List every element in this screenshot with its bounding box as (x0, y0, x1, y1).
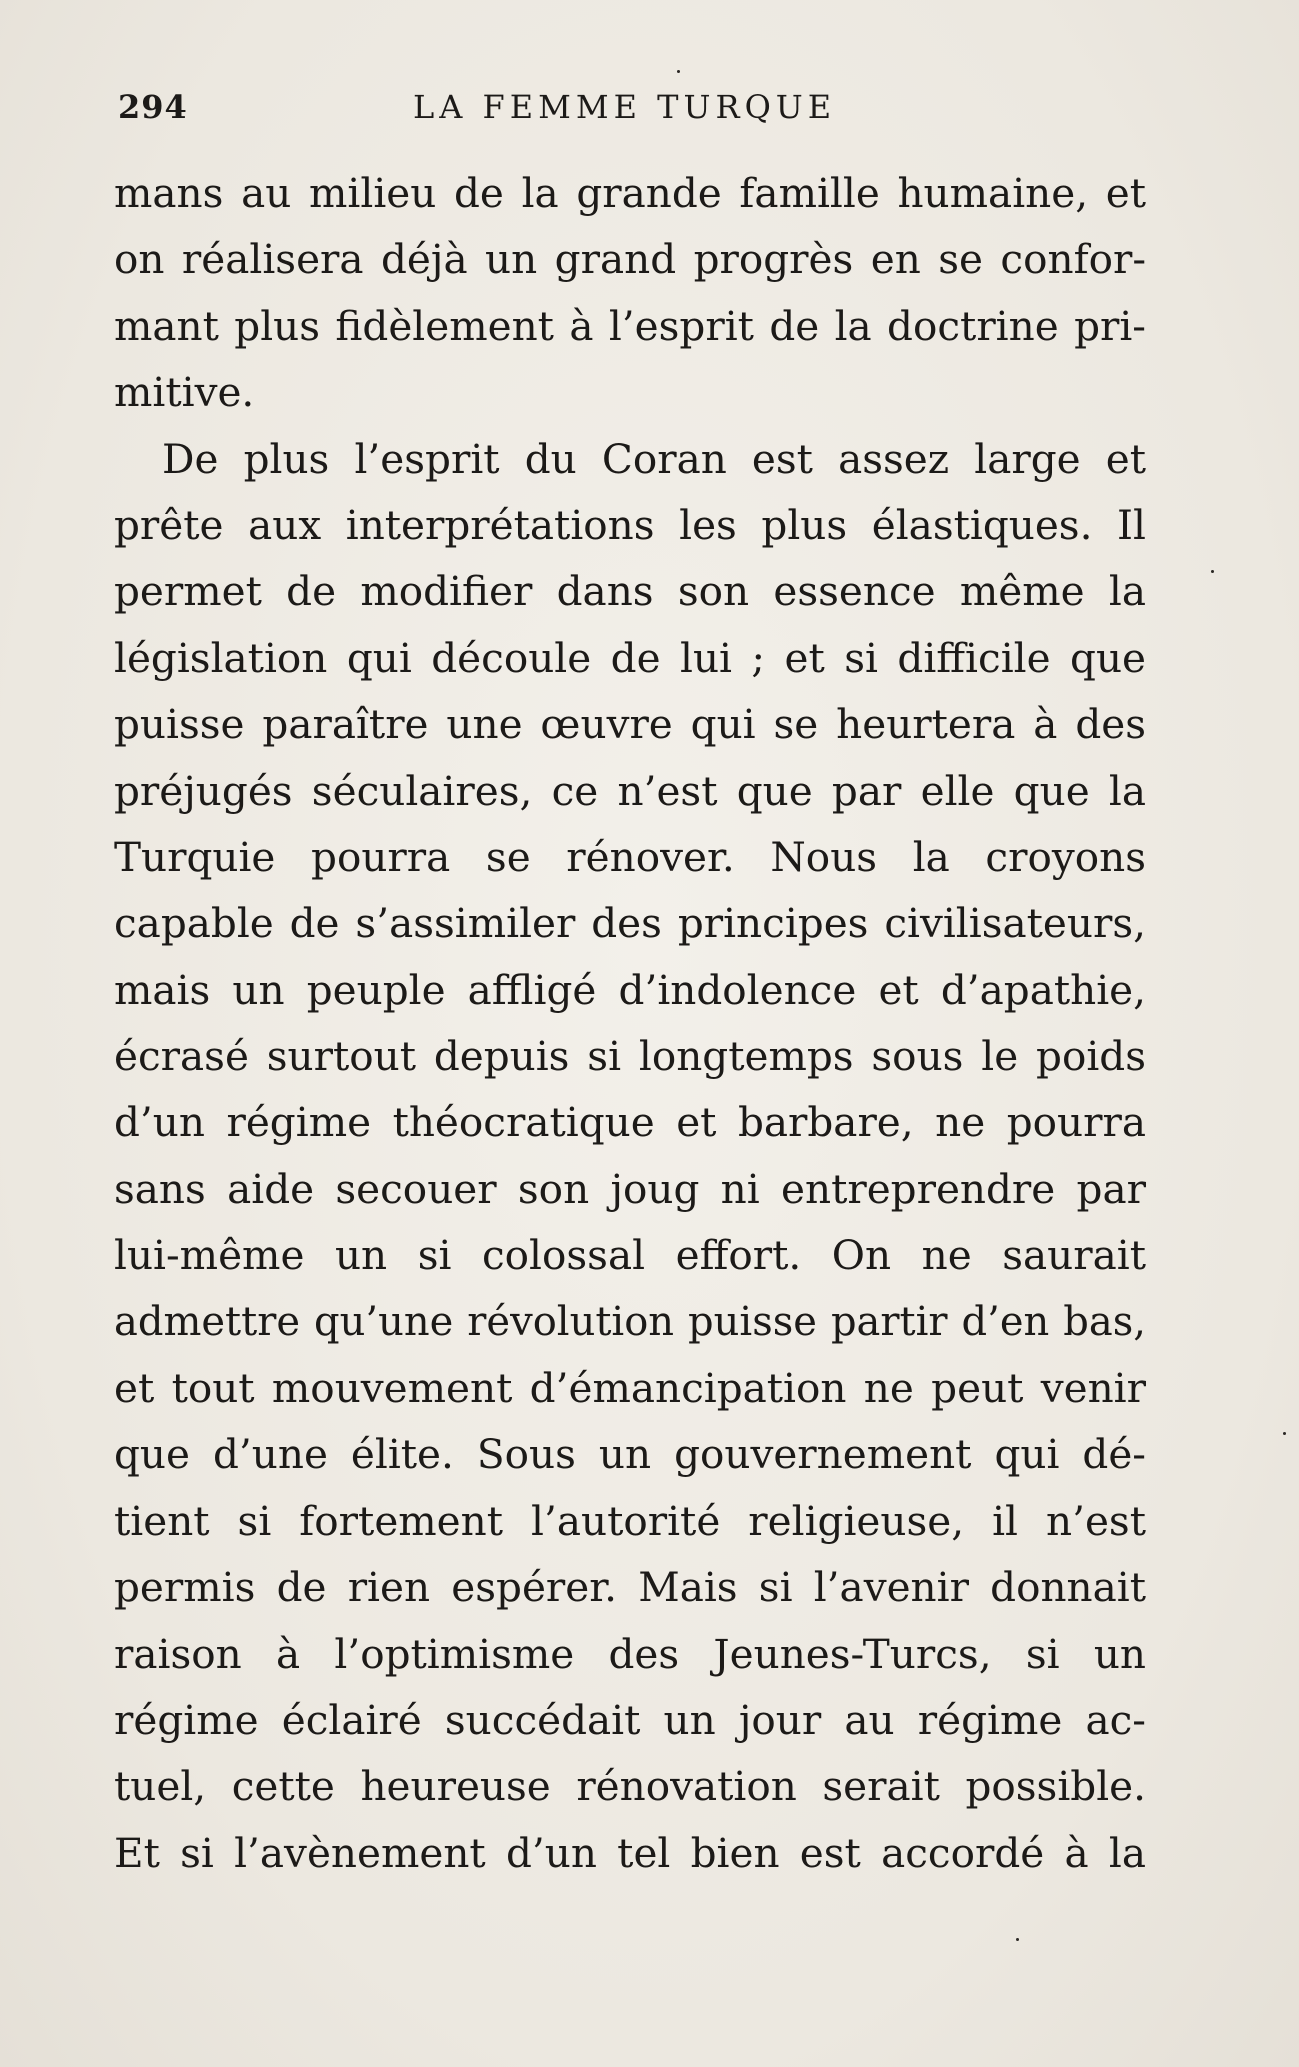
text-line: mans au milieu de la grande famille humaine, et (114, 169, 1146, 217)
paper-speck (677, 70, 680, 73)
text-line: puisse paraître une œuvre qui se heurtera à des (114, 700, 1146, 749)
text-line: législation qui découle de lui ; et si difficile que (114, 633, 1146, 682)
text-line: d’un régime théocratique et barbare, ne pourra (114, 1098, 1146, 1147)
text-line: on réalisera déjà un grand progrès en se confor- (114, 235, 1146, 284)
text-line: tuel, cette heureuse rénovation serait possible. (114, 1762, 1146, 1811)
text-line: et tout mouvement d’émancipation ne peut venir (114, 1364, 1146, 1413)
text-line: mant plus fidèlement à l’esprit de la doctrine pri- (114, 301, 1146, 350)
text-line: capable de s’assimiler des principes civilisateurs, (114, 899, 1146, 948)
paper-speck (1016, 1938, 1019, 1941)
paper-speck (1211, 570, 1214, 573)
page-header (118, 88, 1148, 138)
paper-speck (1283, 1432, 1286, 1435)
text-line: Et si l’avènement d’un tel bien est accordé à la (114, 1828, 1146, 1877)
text-line: Turquie pourra se rénover. Nous la croyons (114, 832, 1146, 881)
text-line: De plus l’esprit du Coran est assez large et (162, 434, 1146, 483)
page-number: 294 (118, 88, 188, 126)
text-line: permis de rien espérer. Mais si l’avenir donnait (114, 1563, 1146, 1612)
text-line: que d’une élite. Sous un gouvernement qui dé- (114, 1430, 1146, 1479)
text-line: lui-même un si colossal effort. On ne saurait (114, 1231, 1146, 1280)
text-line: permet de modifier dans son essence même la (114, 567, 1146, 616)
text-line: écrasé surtout depuis si longtemps sous le poids (114, 1032, 1146, 1081)
text-line: admettre qu’une révolution puisse partir d’en bas, (114, 1298, 1146, 1345)
text-line: préjugés séculaires, ce n’est que par elle que la (114, 766, 1146, 815)
text-line: mitive. (114, 368, 255, 417)
text-line: prête aux interprétations les plus élastiques. Il (114, 500, 1146, 549)
text-line: mais un peuple affligé d’indolence et d’apathie, (114, 965, 1146, 1014)
text-line: raison à l’optimisme des Jeunes-Turcs, si un (114, 1629, 1146, 1678)
text-line: régime éclairé succédait un jour au régime ac- (114, 1695, 1146, 1744)
body-text (114, 160, 1146, 1886)
running-title: LA FEMME TURQUE (413, 88, 837, 126)
text-line: sans aide secouer son joug ni entreprendre par (114, 1164, 1146, 1213)
text-line: tient si fortement l’autorité religieuse, il n’est (114, 1496, 1146, 1545)
